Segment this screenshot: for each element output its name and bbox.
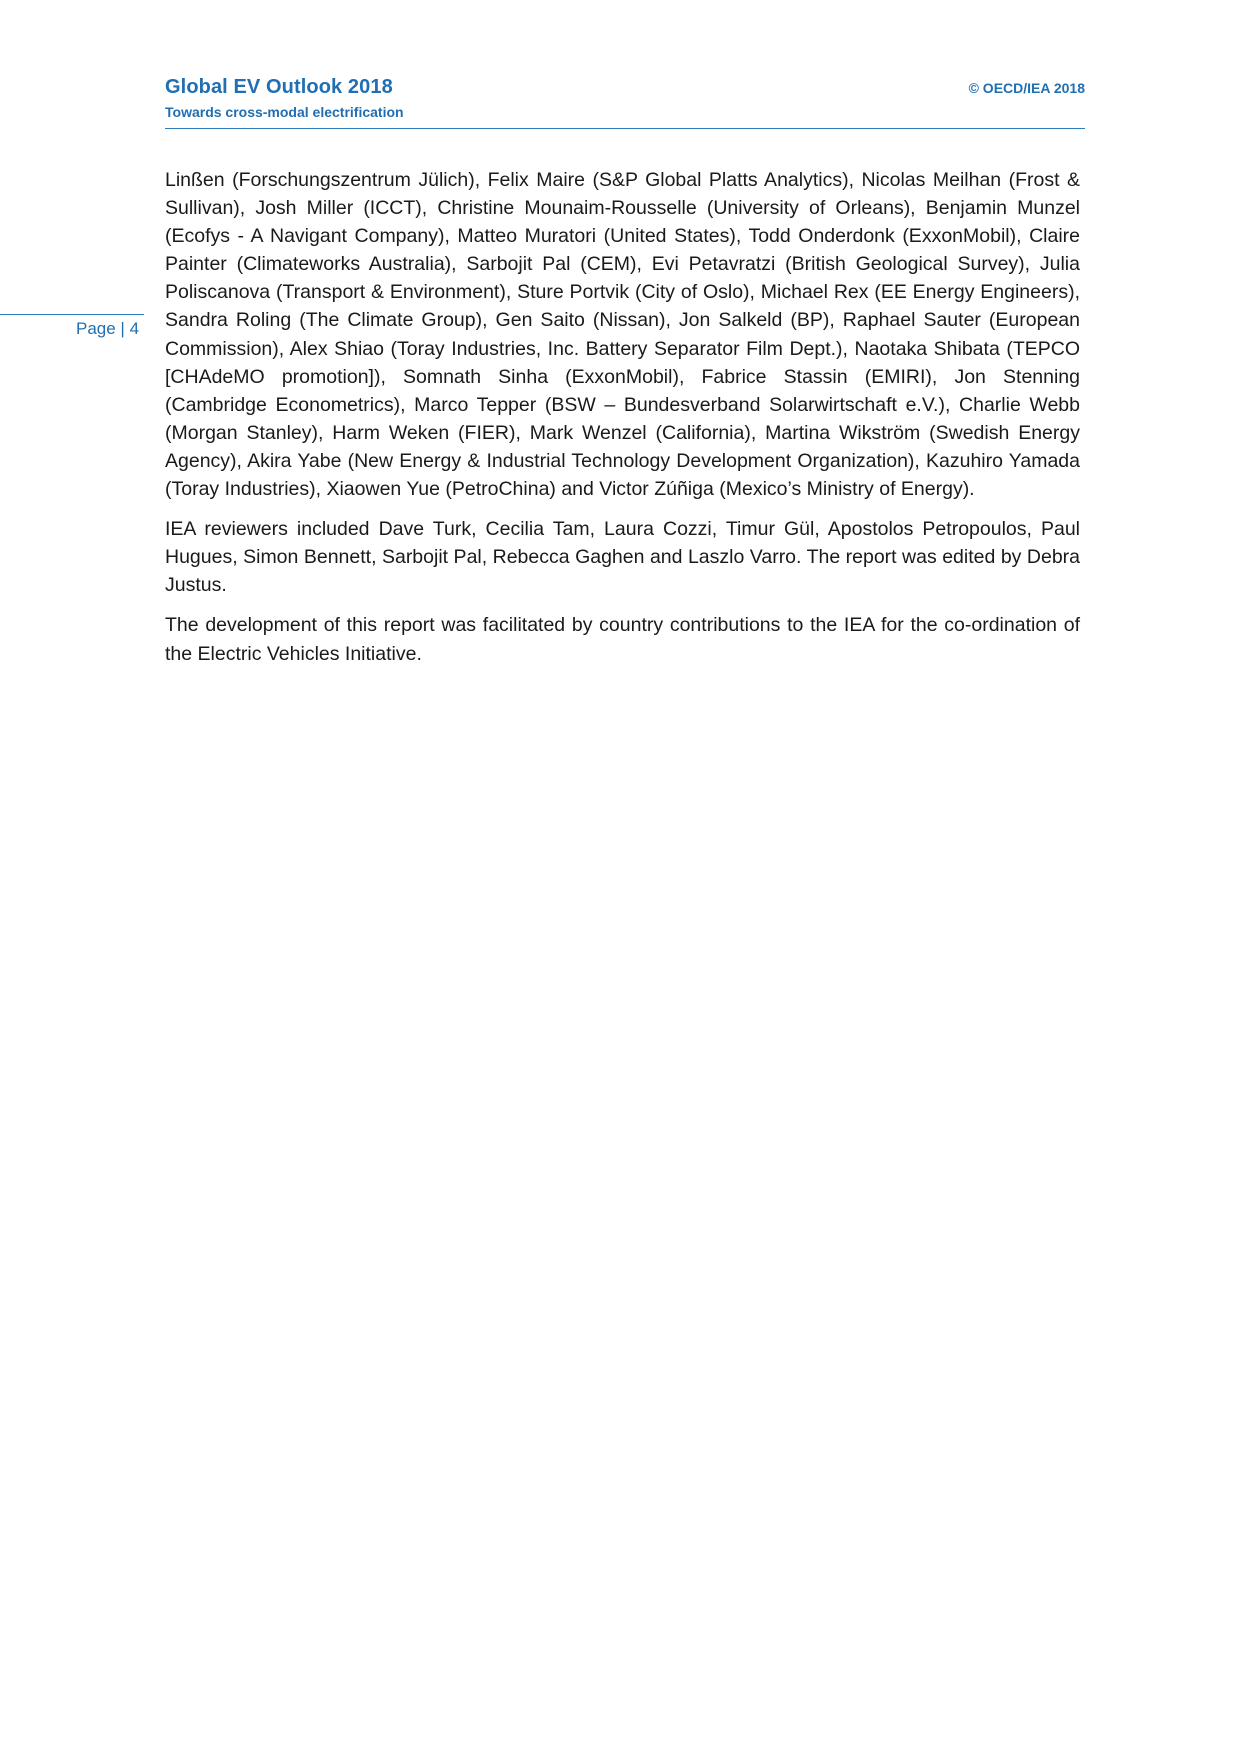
paragraph-contributors: Linßen (Forschungszentrum Jülich), Felix Maire (S&P Global Platts Analytics), Nicolas Meilhan (Frost & Sullivan), Josh Miller (ICCT), Christine Mounaim-Rousselle (University of Orleans), Benjamin Munzel (Ecofys - A Navigant Company), Matteo Muratori (United States), Todd Onderdonk (ExxonMobil), Claire Painter (Climateworks Australia), Sarbojit Pal (CEM), Evi Petavratzi (British Geological Survey), Julia Poliscanova (Transport & Environment), Sture Portvik (City of Oslo), Michael Rex (EE Energy Engineers), Sandra Roling (The Climate Group), Gen Saito (Nissan), Jon Salkeld (BP), Raphael Sauter (European Commission), Alex Shiao (Toray Industries, Inc. Battery Separator Film Dept.), Naotaka Shibata (TEPCO [CHAdeMO promotion]), Somnath Sinha (ExxonMobil), Fabrice Stassin (EMIRI), Jon Stenning (Cambridge Econometrics), Marco Tepper (BSW – Bundesverband Solarwirtschaft e.V.), Charlie Webb (Morgan Stanley), Harm Weken (FIER), Mark Wenzel (California), Martina Wikström (Swedish Energy Agency), Akira Yabe (New Energy & Industrial Technology Development Organization), Kazuhiro Yamada (Toray Industries), Xiaowen Yue (PetroChina) and Victor Zúñiga (Mexico’s Ministry of Energy). [165, 169, 1080, 501]
paragraph-reviewers: IEA reviewers included Dave Turk, Cecilia Tam, Laura Cozzi, Timur Gül, Apostolos Petropoulos, Paul Hugues, Simon Bennett, Sarbojit Pal, Rebecca Gaghen and Laszlo Varro. The report was edited by Debra Justus. [165, 518, 1080, 597]
page-header [165, 76, 1085, 129]
paragraph-funding: The development of this report was facilitated by country contributions to the IEA for the co-ordination of the Electric Vehicles Initiative. [165, 614, 1080, 665]
copyright-notice: © OECD/IEA 2018 [968, 80, 1085, 96]
page-number: Page | 4 [76, 319, 140, 338]
report-subtitle: Towards cross-modal electrification [165, 104, 404, 120]
report-title: Global EV Outlook 2018 [165, 76, 393, 98]
body-text [165, 166, 1080, 680]
page-number-rule [0, 314, 144, 315]
